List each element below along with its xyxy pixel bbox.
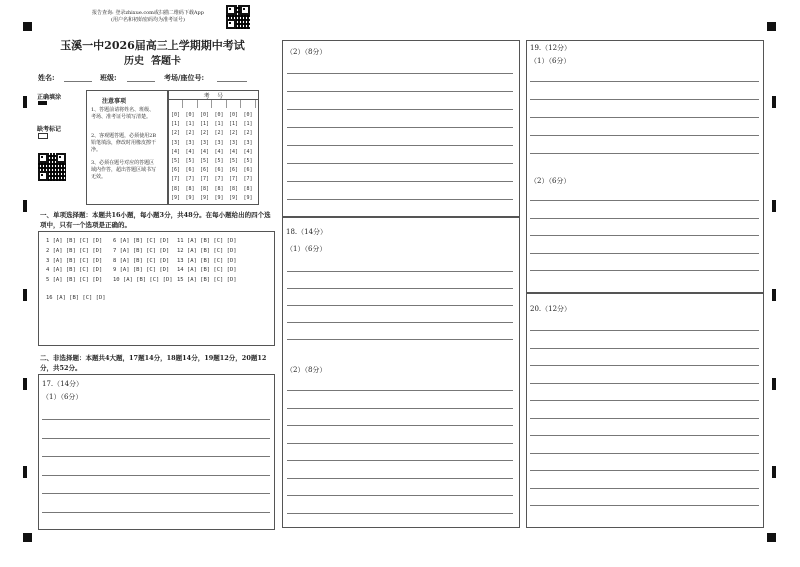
exam-digit-bubble[interactable]: [1] bbox=[229, 121, 239, 128]
exam-digit-bubble[interactable]: [0] bbox=[171, 112, 181, 118]
room-seat-field[interactable] bbox=[217, 81, 247, 82]
exam-digit-bubble[interactable]: [4] bbox=[200, 148, 210, 155]
answer-line[interactable] bbox=[287, 271, 513, 272]
q19-part1-label: （1）（6分） bbox=[530, 57, 571, 65]
choice-question-13[interactable]: 13 [A] [B] [C] [D] bbox=[177, 257, 237, 264]
notice-item-3: 3、必须在题号对应的答题区域内作答，超出答题区域书写无效。 bbox=[91, 160, 157, 180]
exam-digit-bubble[interactable]: [1] bbox=[185, 121, 195, 128]
exam-number-write-box[interactable] bbox=[199, 100, 212, 108]
answer-line[interactable] bbox=[287, 513, 513, 514]
answer-line[interactable] bbox=[42, 419, 270, 420]
answer-line[interactable] bbox=[287, 199, 513, 200]
exam-digit-bubble[interactable]: [1] bbox=[214, 121, 224, 128]
exam-digit-bubble[interactable]: [8] bbox=[185, 185, 195, 192]
answer-line[interactable] bbox=[42, 475, 270, 476]
exam-digit-bubble[interactable]: [8] bbox=[200, 185, 210, 192]
q18-part2-label: （2）（8分） bbox=[286, 366, 327, 374]
name-field[interactable] bbox=[64, 81, 92, 82]
corner-mark-top-right bbox=[767, 22, 776, 31]
exam-digit-bubble[interactable]: [5] bbox=[171, 158, 181, 164]
choice-question-12[interactable]: 12 [A] [B] [C] [D] bbox=[177, 247, 237, 254]
exam-digit-bubble[interactable]: [0] bbox=[200, 112, 210, 118]
answer-line[interactable] bbox=[287, 408, 513, 409]
app-qr-finder-1 bbox=[226, 5, 236, 15]
q18-title: 18.（14分） bbox=[286, 228, 328, 236]
answer-line[interactable] bbox=[287, 460, 513, 461]
exam-digit-bubble[interactable]: [6] bbox=[171, 167, 181, 174]
exam-digit-bubble[interactable]: [9] bbox=[185, 194, 195, 201]
exam-digit-bubble[interactable]: [0] bbox=[214, 112, 224, 118]
choice-question-4[interactable]: 4 [A] [B] [C] [D] bbox=[46, 267, 103, 274]
exam-title: 玉溪一中2026届高三上学期期中考试 bbox=[60, 39, 245, 52]
answer-line[interactable] bbox=[530, 153, 759, 154]
class-field[interactable] bbox=[127, 81, 155, 82]
exam-digit-bubble[interactable]: [8] bbox=[229, 185, 239, 192]
corner-mark-top-left bbox=[23, 22, 32, 31]
exam-digit-bubble[interactable]: [3] bbox=[214, 139, 224, 146]
timing-mark-left-5 bbox=[23, 466, 27, 478]
app-qr-finder-2 bbox=[240, 5, 250, 15]
answer-line[interactable] bbox=[530, 348, 759, 349]
choice-question-9[interactable]: 9 [A] [B] [C] [D] bbox=[113, 267, 170, 274]
choice-question-7[interactable]: 7 [A] [B] [C] [D] bbox=[113, 247, 170, 254]
room-seat-label: 考场/座位号: bbox=[164, 73, 205, 82]
timing-mark-right-4 bbox=[772, 378, 776, 390]
q19-title: 19.（12分） bbox=[530, 44, 572, 52]
timing-mark-left-3 bbox=[23, 289, 27, 301]
exam-digit-bubble[interactable]: [9] bbox=[243, 194, 253, 201]
exam-digit-bubble[interactable]: [9] bbox=[200, 194, 210, 201]
class-label: 班级: bbox=[100, 73, 117, 82]
exam-number-write-box[interactable] bbox=[185, 100, 198, 108]
exam-digit-bubble[interactable]: [8] bbox=[243, 185, 253, 192]
exam-digit-bubble[interactable]: [6] bbox=[229, 167, 239, 174]
answer-line[interactable] bbox=[287, 390, 513, 391]
answer-line[interactable] bbox=[530, 200, 759, 201]
timing-mark-right-3 bbox=[772, 289, 776, 301]
exam-digit-bubble[interactable]: [7] bbox=[214, 176, 224, 183]
answer-line[interactable] bbox=[530, 435, 759, 436]
exam-digit-bubble[interactable]: [5] bbox=[229, 158, 239, 164]
timing-mark-right-1 bbox=[772, 96, 776, 108]
exam-digit-bubble[interactable]: [9] bbox=[229, 194, 239, 201]
choice-question-11[interactable]: 11 [A] [B] [C] [D] bbox=[177, 238, 237, 244]
notice-item-1: 1、答题前请将姓名、班级、考场、准考证号填写清楚。 bbox=[91, 107, 155, 120]
exam-digit-bubble[interactable]: [2] bbox=[229, 130, 239, 137]
exam-digit-bubble[interactable]: [2] bbox=[171, 130, 181, 137]
exam-digit-bubble[interactable]: [3] bbox=[200, 139, 210, 146]
q19-part2-label: （2）（6分） bbox=[530, 177, 571, 185]
student-qr-finder-2 bbox=[56, 153, 66, 163]
timing-mark-left-4 bbox=[23, 378, 27, 390]
answer-line[interactable] bbox=[530, 453, 759, 454]
student-qr-finder-1 bbox=[38, 153, 48, 163]
answer-line[interactable] bbox=[287, 478, 513, 479]
column2-top-box bbox=[282, 40, 520, 217]
exam-digit-bubble[interactable]: [0] bbox=[185, 112, 195, 118]
answer-line[interactable] bbox=[287, 145, 513, 146]
timing-mark-left-2 bbox=[23, 200, 27, 212]
choice-question-3[interactable]: 3 [A] [B] [C] [D] bbox=[46, 257, 103, 264]
answer-line[interactable] bbox=[530, 383, 759, 384]
correct-fill-label: 正确填涂 bbox=[37, 94, 62, 101]
timing-mark-right-2 bbox=[772, 200, 776, 212]
q18-part1-label: （1）（6分） bbox=[286, 245, 327, 253]
answer-line[interactable] bbox=[530, 117, 759, 118]
answer-line[interactable] bbox=[530, 418, 759, 419]
header-notice bbox=[72, 10, 224, 24]
app-qr-finder-3 bbox=[226, 19, 236, 29]
exam-digit-bubble[interactable]: [9] bbox=[171, 194, 181, 201]
exam-number-write-box[interactable] bbox=[170, 100, 183, 108]
exam-digit-bubble[interactable]: [6] bbox=[214, 167, 224, 174]
exam-digit-bubble[interactable]: [2] bbox=[243, 130, 253, 137]
exam-digit-bubble[interactable]: [5] bbox=[243, 158, 253, 164]
exam-digit-bubble[interactable]: [0] bbox=[229, 112, 239, 118]
q17-title: 17.（14分） bbox=[42, 380, 84, 388]
exam-digit-bubble[interactable]: [5] bbox=[200, 158, 210, 164]
exam-digit-bubble[interactable]: [4] bbox=[243, 148, 253, 155]
answer-line[interactable] bbox=[530, 330, 759, 331]
exam-digit-bubble[interactable]: [3] bbox=[185, 139, 195, 146]
exam-digit-bubble[interactable]: [5] bbox=[185, 158, 195, 164]
section2-heading: 二、非选择题：本题共4大题，17题14分，18题14分，19题12分，20题12分，共52分。 bbox=[40, 354, 267, 372]
header-notice-line2: (用户名和初始密码均为准考证号) bbox=[111, 17, 185, 23]
exam-digit-bubble[interactable]: [1] bbox=[243, 121, 253, 128]
exam-digit-bubble[interactable]: [3] bbox=[243, 139, 253, 146]
answer-line[interactable] bbox=[42, 438, 270, 439]
choice-question-6[interactable]: 6 [A] [B] [C] [D] bbox=[113, 238, 170, 244]
answer-line[interactable] bbox=[530, 99, 759, 100]
answer-line[interactable] bbox=[287, 91, 513, 92]
exam-digit-bubble[interactable]: [6] bbox=[200, 167, 210, 174]
answer-line[interactable] bbox=[530, 81, 759, 82]
answer-line[interactable] bbox=[530, 235, 759, 236]
student-qr-finder-3 bbox=[38, 171, 48, 181]
choice-question-14[interactable]: 14 [A] [B] [C] [D] bbox=[177, 267, 237, 274]
answer-line[interactable] bbox=[287, 322, 513, 323]
answer-line[interactable] bbox=[287, 443, 513, 444]
exam-digit-bubble[interactable]: [8] bbox=[171, 185, 181, 192]
answer-line[interactable] bbox=[530, 270, 759, 271]
exam-digit-bubble[interactable]: [0] bbox=[243, 112, 253, 118]
answer-line[interactable] bbox=[287, 127, 513, 128]
exam-digit-bubble[interactable]: [2] bbox=[200, 130, 210, 137]
answer-line[interactable] bbox=[530, 400, 759, 401]
notice-title: 注意事项 bbox=[101, 98, 126, 105]
choice-question-10[interactable]: 10 [A] [B] [C] [D] bbox=[113, 277, 173, 284]
exam-digit-bubble[interactable]: [4] bbox=[185, 148, 195, 155]
answer-line[interactable] bbox=[287, 163, 513, 164]
exam-number-write-box[interactable] bbox=[228, 100, 241, 108]
exam-digit-bubble[interactable]: [2] bbox=[185, 130, 195, 137]
exam-digit-bubble[interactable]: [7] bbox=[171, 176, 181, 183]
answer-line[interactable] bbox=[287, 425, 513, 426]
answer-line[interactable] bbox=[42, 512, 270, 513]
header-notice-line1: 报告查询: 登录zhixue.com或扫描二维码下载App bbox=[92, 10, 204, 16]
card-subtitle: 历史 答题卡 bbox=[124, 56, 181, 67]
timing-mark-right-5 bbox=[772, 466, 776, 478]
exam-number-write-box[interactable] bbox=[243, 100, 256, 108]
q19-answer-box bbox=[526, 40, 764, 293]
exam-digit-bubble[interactable]: [7] bbox=[200, 176, 210, 183]
answer-line[interactable] bbox=[530, 488, 759, 489]
choice-question-5[interactable]: 5 [A] [B] [C] [D] bbox=[46, 277, 103, 284]
absent-mark-label: 缺考标记 bbox=[37, 126, 62, 133]
exam-digit-bubble[interactable]: [2] bbox=[214, 130, 224, 137]
exam-number-write-box[interactable] bbox=[214, 100, 227, 108]
answer-line[interactable] bbox=[287, 339, 513, 340]
answer-line[interactable] bbox=[530, 253, 759, 254]
exam-digit-bubble[interactable]: [3] bbox=[229, 139, 239, 146]
answer-line[interactable] bbox=[42, 456, 270, 457]
exam-digit-bubble[interactable]: [9] bbox=[214, 194, 224, 201]
exam-digit-bubble[interactable]: [4] bbox=[229, 148, 239, 155]
answer-line[interactable] bbox=[530, 218, 759, 219]
timing-mark-left-1 bbox=[23, 96, 27, 108]
exam-digit-bubble[interactable]: [3] bbox=[171, 139, 181, 146]
q17-part1-label: （1）（6分） bbox=[42, 393, 83, 401]
exam-digit-bubble[interactable]: [7] bbox=[185, 176, 195, 183]
section1-heading: 一、单项选择题：本题共16小题，每小题3分，共48分。在每小题给出的四个选项中，只有一个选项是正确的。 bbox=[40, 211, 271, 229]
exam-digit-bubble[interactable]: [6] bbox=[243, 167, 253, 174]
answer-line[interactable] bbox=[530, 365, 759, 366]
q17-part2-label: （2）（8分） bbox=[286, 48, 327, 56]
answer-line[interactable] bbox=[287, 305, 513, 306]
choice-question-8[interactable]: 8 [A] [B] [C] [D] bbox=[113, 257, 170, 264]
choice-question-1[interactable]: 1 [A] [B] [C] [D] bbox=[46, 238, 103, 244]
corner-mark-bottom-left bbox=[23, 533, 32, 542]
answer-line[interactable] bbox=[287, 109, 513, 110]
corner-mark-bottom-right bbox=[767, 533, 776, 542]
q20-title: 20.（12分） bbox=[530, 305, 572, 313]
choice-question-2[interactable]: 2 [A] [B] [C] [D] bbox=[46, 247, 103, 254]
answer-line[interactable] bbox=[287, 73, 513, 74]
answer-line[interactable] bbox=[42, 493, 270, 494]
exam-digit-bubble[interactable]: [7] bbox=[243, 176, 253, 183]
notice-item-2: 2、客观题答题，必须使用2B铅笔填涂，修改时用橡皮擦干净。 bbox=[91, 133, 157, 153]
answer-line[interactable] bbox=[530, 505, 759, 506]
exam-digit-bubble[interactable]: [5] bbox=[214, 158, 224, 164]
answer-line[interactable] bbox=[287, 181, 513, 182]
exam-digit-bubble[interactable]: [1] bbox=[200, 121, 210, 128]
exam-digit-bubble[interactable]: [6] bbox=[185, 167, 195, 174]
name-label: 姓名: bbox=[38, 73, 55, 82]
exam-digit-bubble[interactable]: [8] bbox=[214, 185, 224, 192]
answer-line[interactable] bbox=[287, 495, 513, 496]
choice-question-15[interactable]: 15 [A] [B] [C] [D] bbox=[177, 277, 237, 284]
exam-digit-bubble[interactable]: [7] bbox=[229, 176, 239, 183]
answer-line[interactable] bbox=[287, 288, 513, 289]
correct-fill-example bbox=[38, 101, 47, 105]
exam-digit-bubble[interactable]: [1] bbox=[171, 121, 181, 128]
exam-number-label: 考 号 bbox=[203, 93, 224, 100]
choice-question-16[interactable]: 16 [A] [B] [C] [D] bbox=[46, 295, 106, 301]
exam-digit-bubble[interactable]: [4] bbox=[214, 148, 224, 155]
exam-digit-bubble[interactable]: [4] bbox=[171, 148, 181, 155]
absent-mark-box[interactable] bbox=[38, 133, 48, 139]
q20-answer-box bbox=[526, 293, 764, 528]
answer-line[interactable] bbox=[530, 135, 759, 136]
answer-line[interactable] bbox=[530, 470, 759, 471]
